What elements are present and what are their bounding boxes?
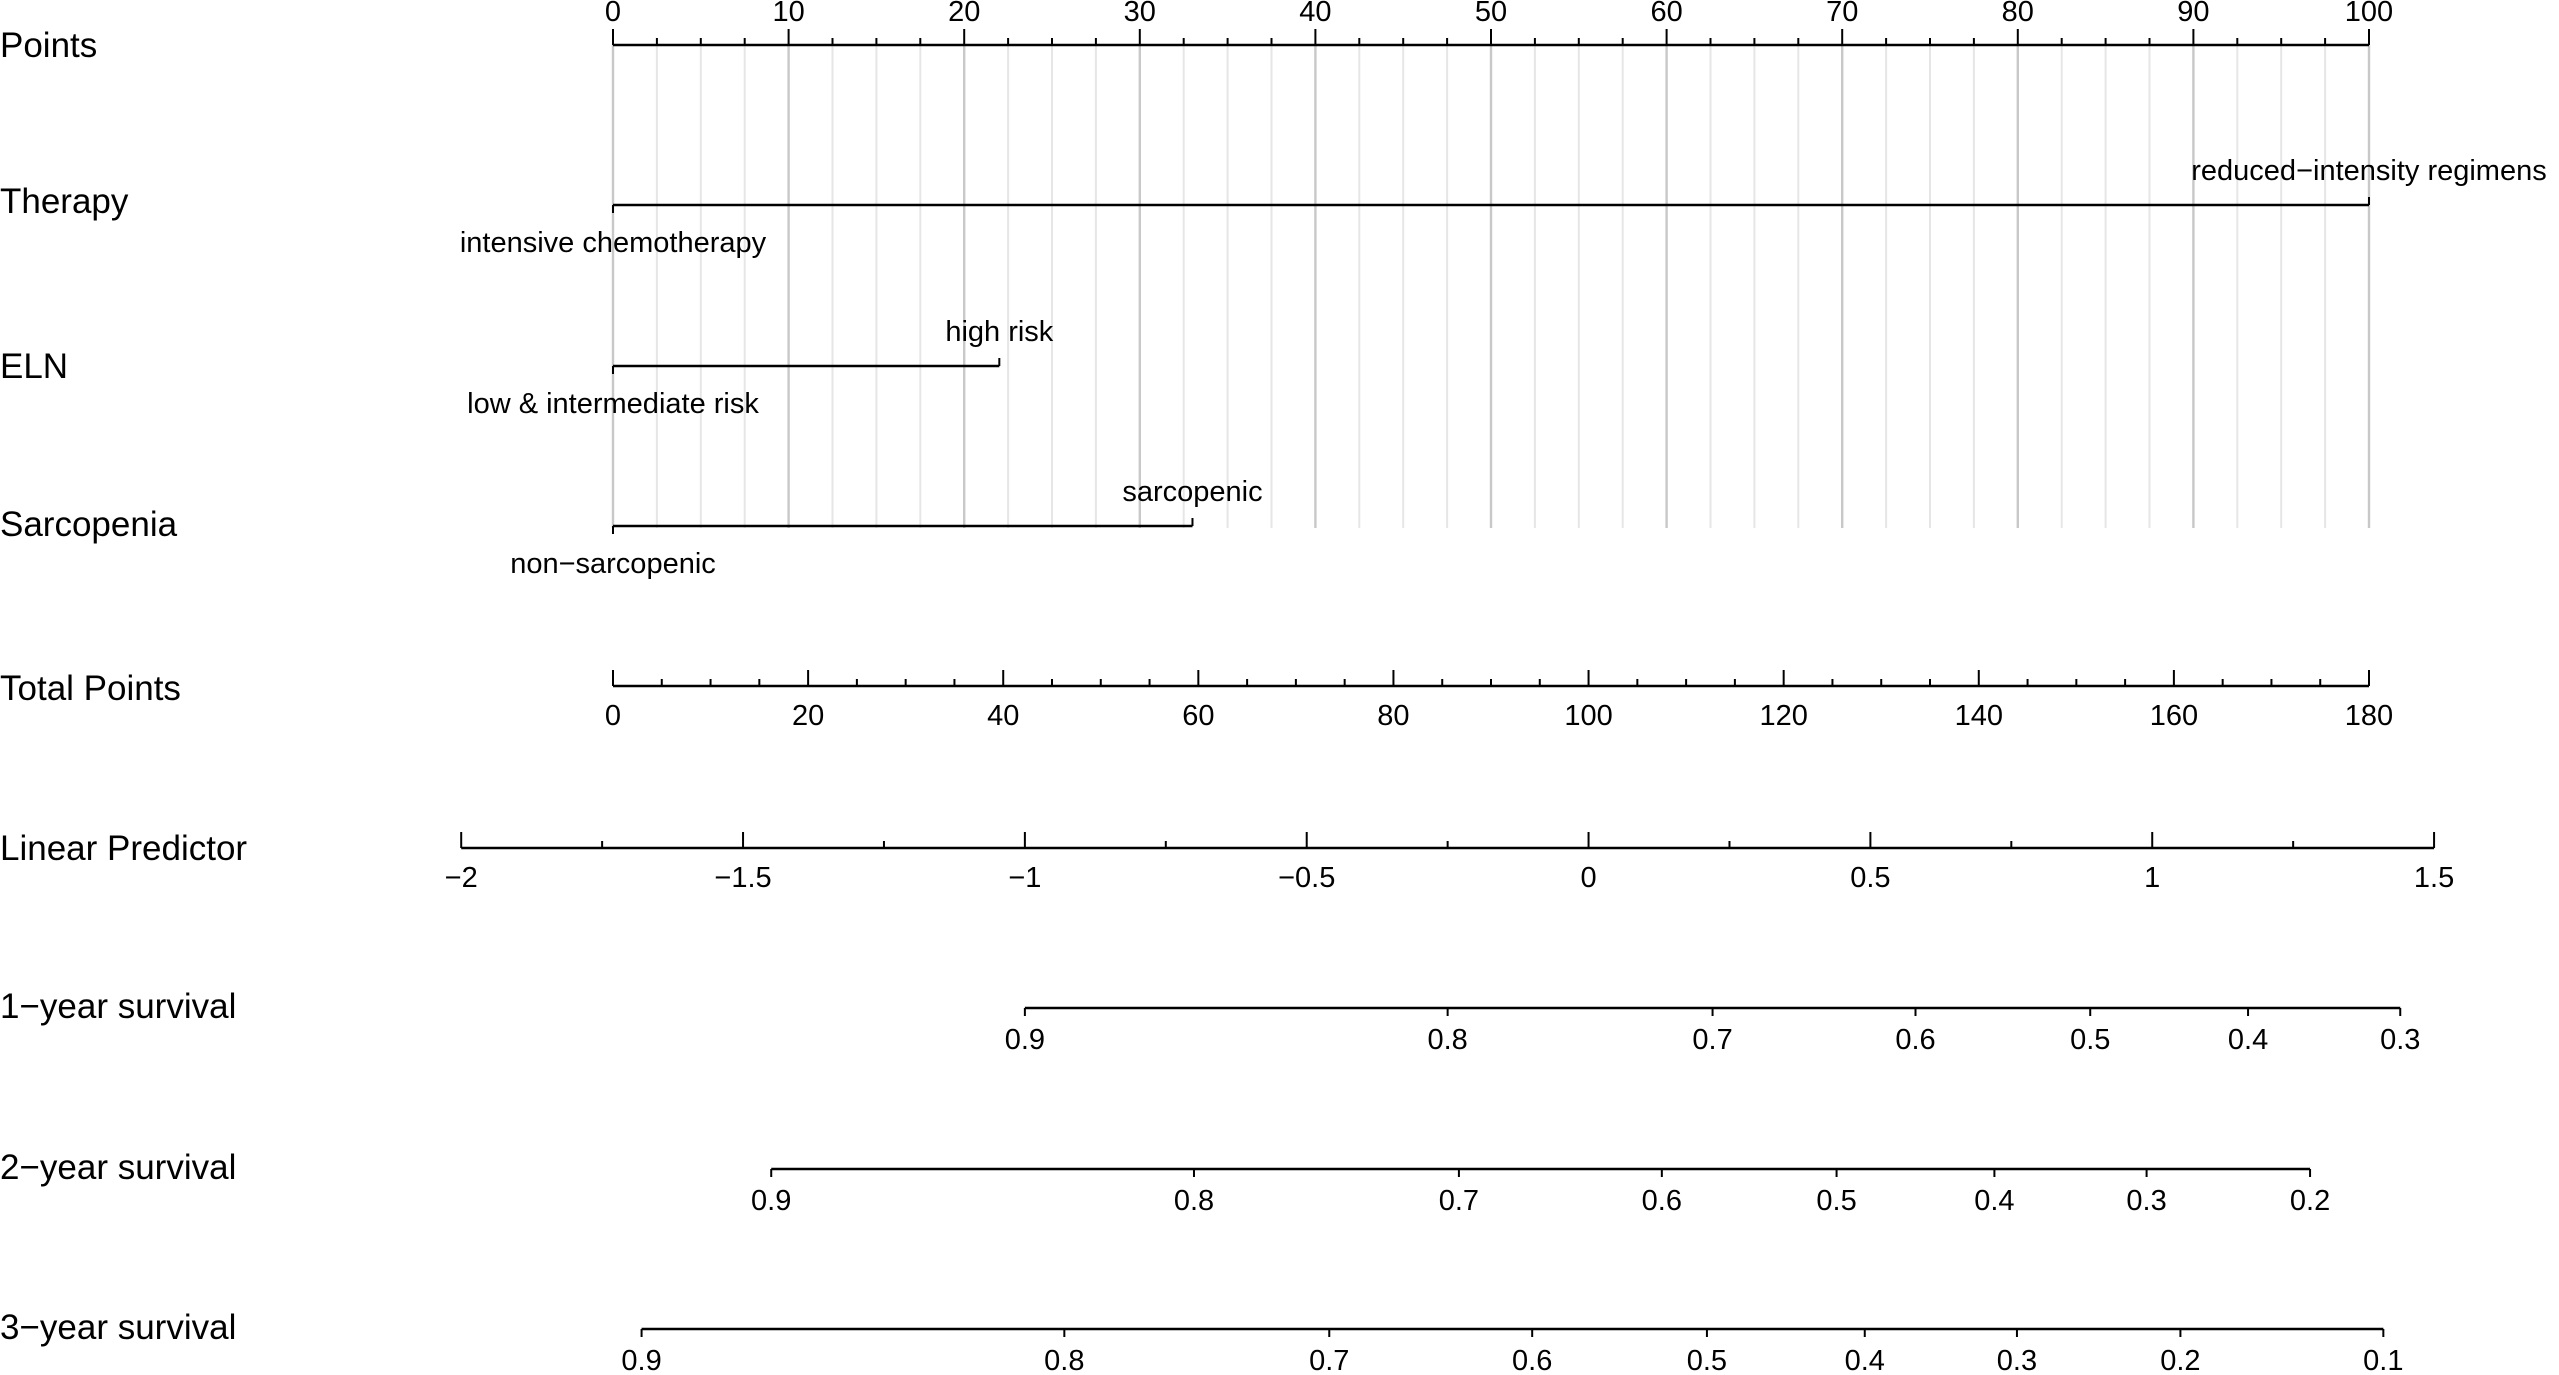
- points-axis-label-50: 50: [1474, 0, 1508, 28]
- nomogram-axes: [445, 0, 2547, 1375]
- points-axis-label-30: 30: [1123, 0, 1156, 28]
- total-points-label-40: 40: [987, 700, 1020, 732]
- linear-predictor-label-1.5: 1.5: [2413, 862, 2455, 894]
- survival-1-year-label-0.5: 0.5: [2070, 1024, 2111, 1056]
- therapy-level-intensive-chemotherapy-label: intensive chemotherapy: [459, 227, 767, 259]
- survival-2-year-label-0.2: 0.2: [2289, 1185, 2331, 1217]
- total-points-label-80: 80: [1377, 700, 1410, 732]
- survival-2-year-label-0.3: 0.3: [2126, 1185, 2167, 1217]
- survival-3-year-label-0.9: 0.9: [621, 1345, 662, 1375]
- survival-1-year-label-0.3: 0.3: [2380, 1024, 2421, 1056]
- total-points-label-20: 20: [791, 700, 825, 732]
- survival-1-year-label-0.6: 0.6: [1895, 1024, 1936, 1056]
- survival-3-year-label-0.7: 0.7: [1309, 1345, 1350, 1375]
- survival-3-year-label-0.3: 0.3: [1996, 1345, 2038, 1375]
- survival-2-year-label-0.6: 0.6: [1641, 1185, 1682, 1217]
- total-points-label-120: 120: [1759, 700, 1808, 732]
- survival-2-year-label-0.8: 0.8: [1173, 1185, 1215, 1217]
- row-labels: [0, 26, 247, 1347]
- points-axis-label-40: 40: [1299, 0, 1332, 28]
- row-label-eln: ELN: [0, 347, 69, 386]
- linear-predictor-label-0.5: 0.5: [1850, 862, 1891, 894]
- linear-predictor-label-−0.5: −0.5: [1278, 862, 1336, 894]
- points-axis-label-10: 10: [772, 0, 805, 28]
- row-label-points: Points: [0, 26, 98, 65]
- total-points-label-180: 180: [2344, 700, 2394, 732]
- points-axis-label-100: 100: [2344, 0, 2394, 28]
- survival-3-year-label-0.1: 0.1: [2363, 1345, 2404, 1375]
- row-label-2-year-survival: 2−year survival: [0, 1148, 237, 1187]
- total-points-label-140: 140: [1954, 700, 2003, 732]
- therapy-level-reduced-intensity-regimens-label: reduced−intensity regimens: [2191, 155, 2547, 187]
- total-points-label-160: 160: [2149, 700, 2199, 732]
- survival-3-year-label-0.4: 0.4: [1844, 1345, 1885, 1375]
- linear-predictor-label-1: 1: [2144, 862, 2161, 894]
- points-axis-label-20: 20: [948, 0, 981, 28]
- row-label-linear-predictor: Linear Predictor: [0, 829, 248, 868]
- row-label-1-year-survival: 1−year survival: [0, 987, 237, 1026]
- survival-2-year-label-0.7: 0.7: [1438, 1185, 1480, 1217]
- points-axis-label-70: 70: [1826, 0, 1859, 28]
- survival-1-year-label-0.7: 0.7: [1692, 1024, 1733, 1056]
- points-axis-label-0: 0: [604, 0, 622, 28]
- row-label-total-points: Total Points: [0, 669, 181, 708]
- row-label-sarcopenia: Sarcopenia: [0, 505, 178, 544]
- points-axis-label-80: 80: [2001, 0, 2034, 28]
- row-label-therapy: Therapy: [0, 182, 129, 221]
- survival-2-year-label-0.9: 0.9: [751, 1185, 792, 1217]
- survival-2-year-label-0.4: 0.4: [1974, 1185, 2015, 1217]
- eln-level-low-intermediate-risk-label: low & intermediate risk: [467, 388, 759, 420]
- points-gridlines: [613, 45, 2369, 528]
- points-axis-label-90: 90: [2177, 0, 2210, 28]
- row-label-3-year-survival: 3−year survival: [0, 1308, 237, 1347]
- survival-1-year-label-0.9: 0.9: [1004, 1024, 1046, 1056]
- linear-predictor-label-−2: −2: [444, 862, 478, 894]
- linear-predictor-label-−1: −1: [1008, 862, 1042, 894]
- survival-1-year-label-0.4: 0.4: [2227, 1024, 2269, 1056]
- points-axis-label-60: 60: [1650, 0, 1683, 28]
- survival-3-year-label-0.6: 0.6: [1512, 1345, 1553, 1375]
- survival-3-year-label-0.2: 0.2: [2160, 1345, 2201, 1375]
- total-points-label-60: 60: [1182, 700, 1215, 732]
- survival-3-year-label-0.8: 0.8: [1044, 1345, 1085, 1375]
- total-points-label-0: 0: [604, 700, 622, 732]
- survival-3-year-label-0.5: 0.5: [1686, 1345, 1728, 1375]
- total-points-label-100: 100: [1564, 700, 1613, 732]
- linear-predictor-label-0: 0: [1580, 862, 1597, 894]
- survival-2-year-label-0.5: 0.5: [1816, 1185, 1857, 1217]
- linear-predictor-label-−1.5: −1.5: [714, 862, 772, 894]
- survival-1-year-label-0.8: 0.8: [1427, 1024, 1468, 1056]
- eln-level-high-risk-label: high risk: [945, 316, 1054, 348]
- sarcopenia-level-sarcopenic-label: sarcopenic: [1122, 476, 1263, 508]
- sarcopenia-level-non-sarcopenic-label: non−sarcopenic: [510, 548, 716, 580]
